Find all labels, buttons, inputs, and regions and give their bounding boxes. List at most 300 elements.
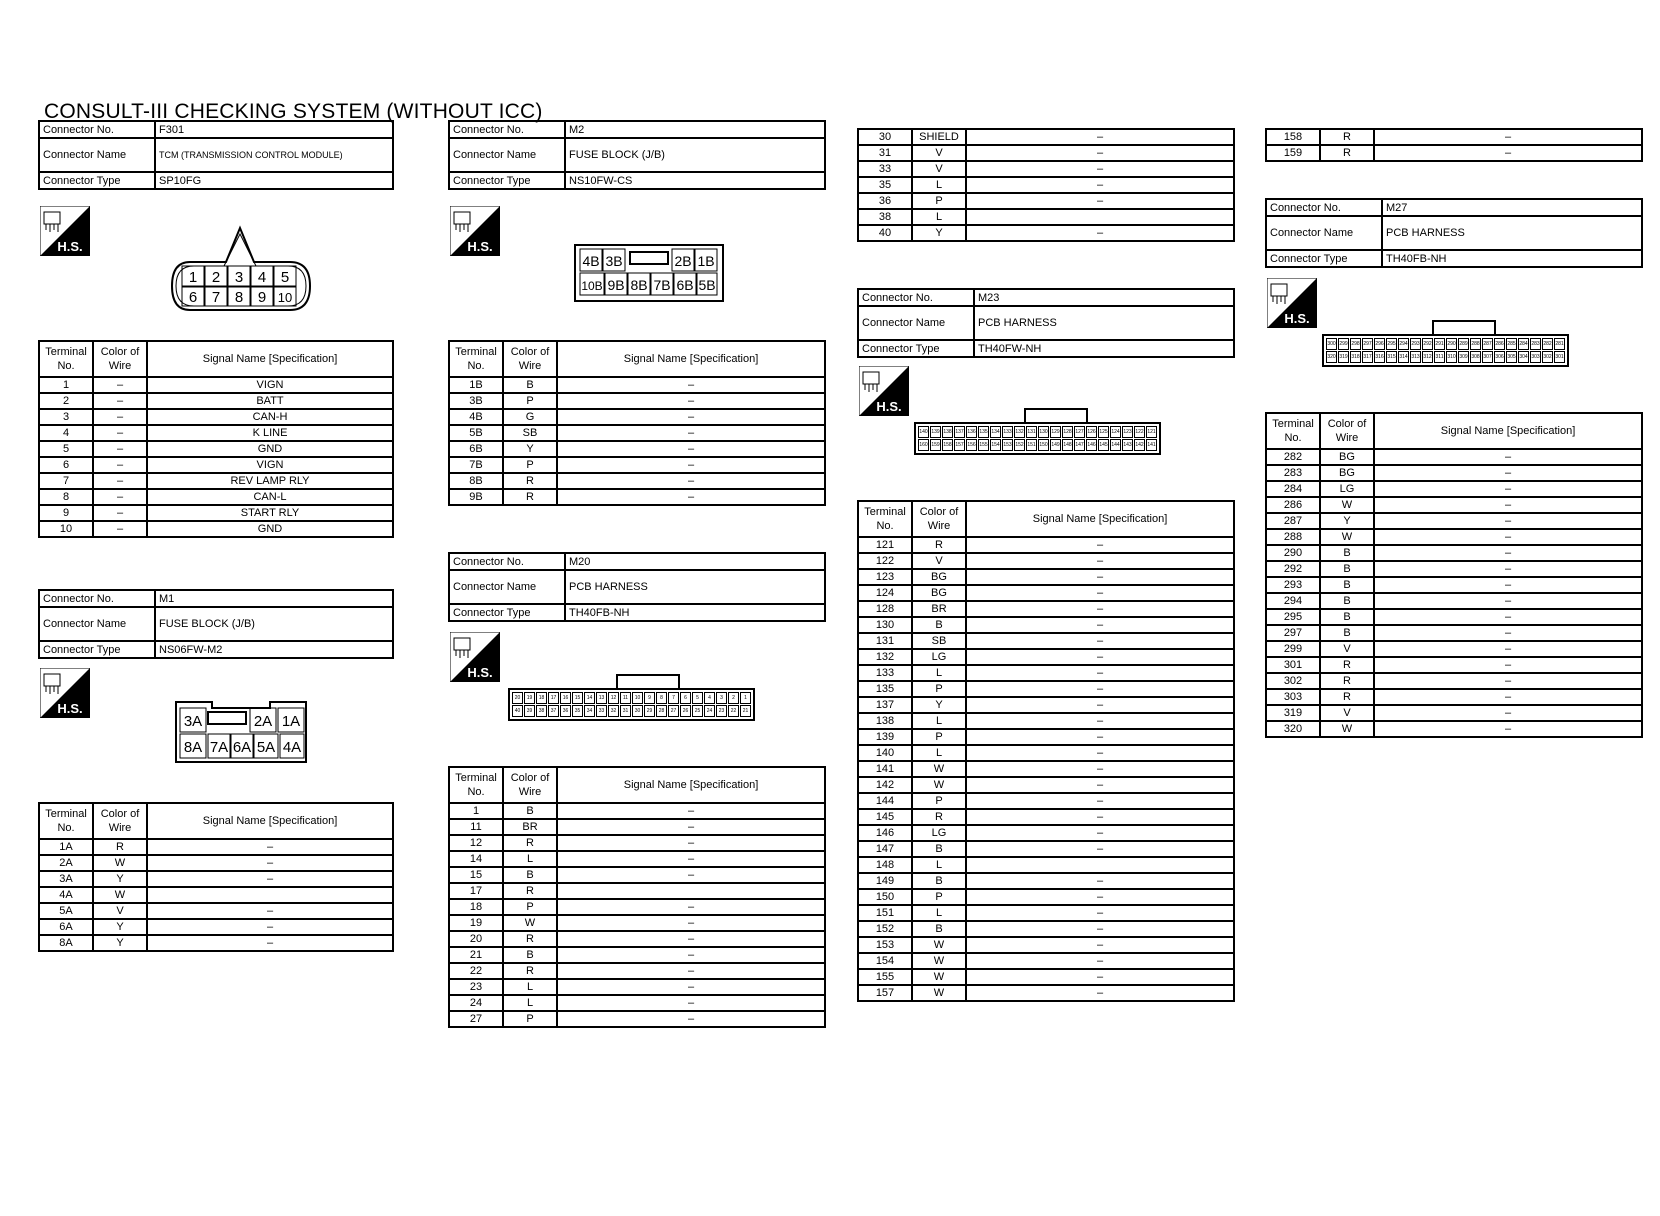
pin-label: 121 [1146,426,1157,438]
table-row [1266,529,1642,545]
pin-label: 8 [234,289,244,306]
wire-color: R [503,931,557,947]
pin-label: 10 [277,290,293,305]
signal-name: – [147,935,393,951]
signal-name: CAN-H [147,409,393,425]
pin-label: 158 [942,439,953,451]
connector-no-value: F301 [155,121,393,138]
signal-name: VIGN [147,457,393,473]
signal-name: – [966,793,1234,809]
signal-name: – [966,145,1234,161]
signal-name: – [966,585,1234,601]
terminal-no: 2 [39,393,93,409]
terminal-no: 22 [449,963,503,979]
table-row [449,979,825,995]
terminal-no: 133 [858,665,912,681]
wire-color: BG [912,585,966,601]
header-color-of-wire: Color of Wire [503,341,557,377]
harness-side-icon [450,206,500,256]
svg-text:H.S.: H.S. [57,701,83,716]
signal-name: – [1374,673,1642,689]
signal-name: – [966,665,1234,681]
terminal-no: 288 [1266,529,1320,545]
wire-color: W [93,887,147,903]
signal-name: – [1374,497,1642,513]
table-row [1266,145,1642,161]
wire-color: L [912,905,966,921]
table-row [858,537,1234,553]
pin-label: 135 [978,426,989,438]
terminal-no: 7B [449,457,503,473]
table-row [858,873,1234,889]
svg-text:H.S.: H.S. [1284,311,1310,326]
signal-name: – [966,777,1234,793]
pin-label: 285 [1506,338,1517,350]
label-connector-type: Connector Type [1266,250,1382,267]
terminal-table-m20-continued [857,128,1235,242]
table-row [39,473,393,489]
connector-info-m27 [1265,198,1643,268]
table-row [858,601,1234,617]
terminal-no: 40 [858,225,912,241]
pin-label: 124 [1110,426,1121,438]
terminal-no: 302 [1266,673,1320,689]
signal-name: – [966,161,1234,177]
header-terminal-no: Terminal No. [449,341,503,377]
pin-label: 3 [234,269,244,286]
table-header-row [39,803,393,839]
terminal-no: 8 [39,489,93,505]
pin-label: 40 [512,705,523,717]
pin-label: 293 [1410,338,1421,350]
wire-color: – [93,521,147,537]
pin-label: 131 [1026,426,1037,438]
table-row [449,803,825,819]
terminal-no: 131 [858,633,912,649]
pin-label: 30 [632,705,643,717]
label-connector-name: Connector Name [1266,216,1382,250]
terminal-no: 135 [858,681,912,697]
table-header-row [858,501,1234,537]
wire-color: B [912,841,966,857]
pin-label: 288 [1470,338,1481,350]
terminal-no: 295 [1266,609,1320,625]
wire-color: V [912,145,966,161]
table-row [449,915,825,931]
connector-face-m1 [174,700,308,764]
signal-name [966,209,1234,225]
table-row [858,665,1234,681]
terminal-no: 145 [858,809,912,825]
signal-name [147,887,393,903]
pin-row-bottom [512,705,751,717]
signal-name: – [147,855,393,871]
terminal-no: 4 [39,425,93,441]
pin-label: 16 [560,692,571,704]
table-row [39,855,393,871]
table-row [858,177,1234,193]
wire-color: W [912,761,966,777]
pin-label: 310 [1446,351,1457,363]
label-connector-no: Connector No. [449,121,565,138]
pin-label: 295 [1386,338,1397,350]
pin-label: 147 [1074,439,1085,451]
pin-label: 155 [978,439,989,451]
connector-info-m2 [448,120,826,190]
signal-name: – [966,129,1234,145]
pin-label: 302 [1542,351,1553,363]
terminal-table-m2 [448,340,826,506]
table-row [1266,641,1642,657]
header-color-of-wire: Color of Wire [93,341,147,377]
pin-label: 282 [1542,338,1553,350]
table-row [858,209,1234,225]
signal-name: VIGN [147,377,393,393]
terminal-no: 24 [449,995,503,1011]
table-row [858,697,1234,713]
signal-name: – [966,697,1234,713]
wire-color: R [1320,129,1374,145]
terminal-no: 137 [858,697,912,713]
svg-text:H.S.: H.S. [57,239,83,254]
wire-color: V [1320,705,1374,721]
pin-label: 301 [1554,351,1565,363]
wire-color: – [93,457,147,473]
wire-color: Y [93,935,147,951]
terminal-no: 20 [449,931,503,947]
connector-no-value: M1 [155,590,393,607]
signal-name: – [557,425,825,441]
header-color-of-wire: Color of Wire [912,501,966,537]
connector-type-value: TH40FW-NH [974,340,1234,357]
table-row [449,457,825,473]
table-row [858,193,1234,209]
pin-label: 7 [211,289,221,306]
terminal-no: 140 [858,745,912,761]
harness-side-icon [450,632,500,682]
wire-color: Y [1320,513,1374,529]
pin-label: 286 [1494,338,1505,350]
table-row [858,585,1234,601]
pin-label: 300 [1326,338,1337,350]
connector-info-m1 [38,589,394,659]
signal-name: – [966,761,1234,777]
terminal-no: 31 [858,145,912,161]
wire-color: P [503,457,557,473]
terminal-no: 284 [1266,481,1320,497]
signal-name [966,857,1234,873]
label-connector-name: Connector Name [39,607,155,641]
wire-color: L [912,209,966,225]
pin-label: 1 [188,269,198,286]
signal-name [557,883,825,899]
pin-label: 157 [954,439,965,451]
signal-name: – [147,871,393,887]
wire-color: V [912,553,966,569]
table-row [858,889,1234,905]
table-row [449,819,825,835]
pin-label: 6A [232,739,252,756]
table-row [858,681,1234,697]
pin-label: 303 [1530,351,1541,363]
pin-label: 139 [930,426,941,438]
terminal-no: 3B [449,393,503,409]
table-row [858,921,1234,937]
pin-label: 39 [524,705,535,717]
terminal-no: 151 [858,905,912,921]
pin-row-bottom [918,439,1157,451]
wire-color: – [93,489,147,505]
table-row [858,649,1234,665]
table-row [1266,657,1642,673]
wire-color: W [912,937,966,953]
terminal-no: 287 [1266,513,1320,529]
terminal-no: 5A [39,903,93,919]
wire-color: Y [912,697,966,713]
table-row [449,489,825,505]
pin-label: 290 [1446,338,1457,350]
terminal-no: 146 [858,825,912,841]
table-row [39,425,393,441]
harness-side-icon [40,668,90,718]
connector-info-m23 [857,288,1235,358]
wire-color: – [93,505,147,521]
wire-color: R [503,963,557,979]
signal-name: – [557,931,825,947]
table-row [1266,689,1642,705]
terminal-no: 8A [39,935,93,951]
wire-color: – [93,441,147,457]
connector-name-value: PCB HARNESS [974,306,1234,340]
wire-color: L [912,665,966,681]
pin-label: 123 [1122,426,1133,438]
signal-name: – [966,193,1234,209]
connector-no-value: M23 [974,289,1234,306]
terminal-no: 7 [39,473,93,489]
pin-label: 5 [280,269,290,286]
connector-type-value: NS10FW-CS [565,172,825,189]
pin-label: 4A [282,739,302,756]
connector-name-value: FUSE BLOCK (J/B) [565,138,825,172]
label-connector-no: Connector No. [858,289,974,306]
signal-name: – [557,409,825,425]
table-row [39,505,393,521]
pin-label: 9B [607,277,625,293]
connector-no-value: M27 [1382,199,1642,216]
terminal-no: 2A [39,855,93,871]
table-row [1266,129,1642,145]
pin-label: 5A [256,739,276,756]
wire-color: B [912,617,966,633]
header-signal-name: Signal Name [Specification] [1374,413,1642,449]
signal-name: – [966,873,1234,889]
pin-label: 281 [1554,338,1565,350]
pin-label: 4B [582,253,600,269]
table-row [39,393,393,409]
pin-label: 8A [183,739,203,756]
pin-label: 32 [608,705,619,717]
pin-label: 6 [188,289,198,306]
table-row [39,935,393,951]
connector-face-m2 [574,244,724,302]
signal-name: – [557,803,825,819]
signal-name: – [557,851,825,867]
connector-info-f301 [38,120,394,190]
terminal-no: 139 [858,729,912,745]
table-row [449,883,825,899]
terminal-no: 303 [1266,689,1320,705]
connector-type-value: SP10FG [155,172,393,189]
table-row [449,441,825,457]
table-row [449,947,825,963]
signal-name: GND [147,521,393,537]
pin-label: 7 [668,692,679,704]
terminal-no: 10 [39,521,93,537]
terminal-no: 11 [449,819,503,835]
terminal-no: 294 [1266,593,1320,609]
terminal-no: 123 [858,569,912,585]
signal-name: – [1374,561,1642,577]
terminal-no: 152 [858,921,912,937]
svg-text:H.S.: H.S. [876,399,902,414]
terminal-no: 154 [858,953,912,969]
table-row [449,377,825,393]
wire-color: R [503,883,557,899]
signal-name: – [1374,529,1642,545]
wire-color: – [93,377,147,393]
header-terminal-no: Terminal No. [1266,413,1320,449]
terminal-no: 21 [449,947,503,963]
pin-label: 299 [1338,338,1349,350]
terminal-no: 292 [1266,561,1320,577]
pin-label: 141 [1146,439,1157,451]
pin-label: 35 [572,705,583,717]
signal-name: – [1374,481,1642,497]
wire-color: R [1320,673,1374,689]
table-row [39,377,393,393]
wire-color: BG [1320,465,1374,481]
table-row [1266,705,1642,721]
wire-color: L [912,713,966,729]
table-row [1266,497,1642,513]
terminal-no: 9B [449,489,503,505]
wire-color: R [1320,145,1374,161]
terminal-no: 17 [449,883,503,899]
pin-label: 291 [1434,338,1445,350]
pin-label: 306 [1494,351,1505,363]
table-row [39,521,393,537]
table-row [39,441,393,457]
connector-name-value: PCB HARNESS [1382,216,1642,250]
wire-color: P [912,793,966,809]
pin-label: 19 [524,692,535,704]
connector-name-value: PCB HARNESS [565,570,825,604]
pin-label: 316 [1374,351,1385,363]
label-connector-name: Connector Name [449,570,565,604]
pin-label: 317 [1362,351,1373,363]
pin-label: 305 [1506,351,1517,363]
terminal-no: 3 [39,409,93,425]
signal-name: – [1374,641,1642,657]
signal-name: – [966,745,1234,761]
wire-color: SHIELD [912,129,966,145]
pin-label: 292 [1422,338,1433,350]
pin-label: 142 [1134,439,1145,451]
wire-color: V [912,161,966,177]
pin-label: 2A [253,713,273,730]
pin-label: 136 [966,426,977,438]
pin-label: 160 [918,439,929,451]
pin-label: 143 [1122,439,1133,451]
signal-name: – [557,835,825,851]
pin-label: 308 [1470,351,1481,363]
signal-name: – [1374,705,1642,721]
table-row [858,161,1234,177]
signal-name: – [966,921,1234,937]
pin-label: 298 [1350,338,1361,350]
terminal-no: 4A [39,887,93,903]
signal-name: BATT [147,393,393,409]
connector-no-value: M20 [565,553,825,570]
pin-label: 8B [630,277,648,293]
pin-label: 150 [1038,439,1049,451]
pin-label: 31 [620,705,631,717]
signal-name: – [966,905,1234,921]
signal-name: – [1374,577,1642,593]
signal-name: – [966,969,1234,985]
table-row [1266,465,1642,481]
terminal-no: 141 [858,761,912,777]
wire-color: B [912,873,966,889]
pin-label: 22 [728,705,739,717]
signal-name: – [557,377,825,393]
pin-label: 5B [698,277,716,293]
pin-label: 25 [692,705,703,717]
pin-label: 133 [1002,426,1013,438]
wire-color: R [1320,689,1374,705]
wire-color: L [503,979,557,995]
table-row [449,963,825,979]
harness-side-icon [1267,278,1317,328]
terminal-no: 132 [858,649,912,665]
table-row [1266,577,1642,593]
table-row [858,713,1234,729]
wire-color: BR [503,819,557,835]
wire-color: LG [1320,481,1374,497]
pin-label: 122 [1134,426,1145,438]
pin-label: 156 [966,439,977,451]
signal-name: – [966,985,1234,1001]
signal-name: – [557,819,825,835]
pin-label: 21 [740,705,751,717]
signal-name: – [1374,145,1642,161]
terminal-no: 150 [858,889,912,905]
signal-name: K LINE [147,425,393,441]
wire-color: R [503,473,557,489]
pin-label: 320 [1326,351,1337,363]
terminal-no: 38 [858,209,912,225]
signal-name: – [966,937,1234,953]
signal-name: – [1374,465,1642,481]
signal-name: – [966,177,1234,193]
terminal-no: 5 [39,441,93,457]
label-connector-name: Connector Name [39,138,155,172]
pin-label: 1B [697,253,715,269]
table-row [449,995,825,1011]
terminal-no: 299 [1266,641,1320,657]
table-row [858,857,1234,873]
pin-label: 28 [656,705,667,717]
